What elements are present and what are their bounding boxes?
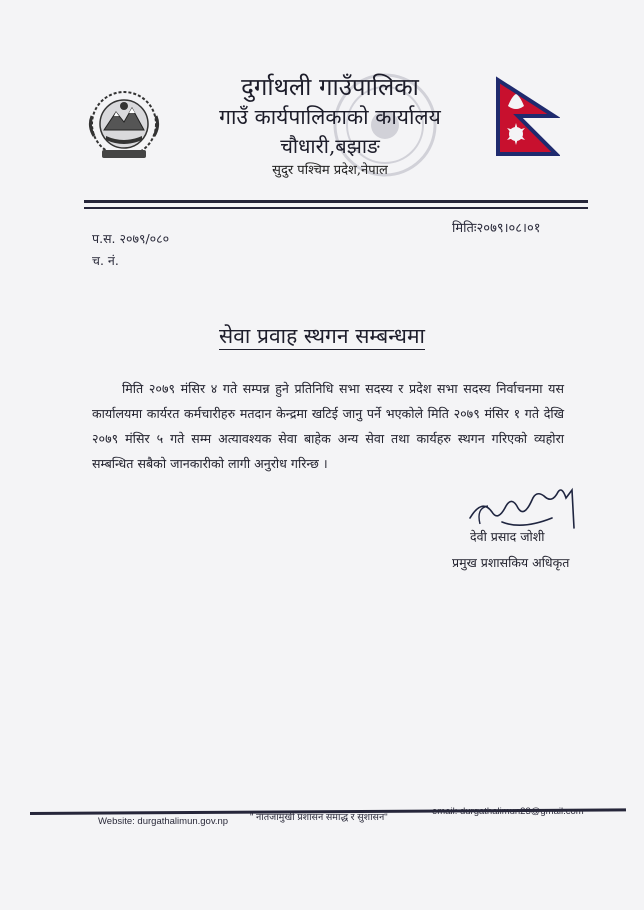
municipality-name: दुर्गाथली गाउँपालिका [241, 73, 419, 101]
dispatch-number: च. नं. [92, 253, 119, 268]
footer-website: Website: durgathalimun.gov.np [98, 816, 229, 827]
letter-date: मितिः२०७९।०८।०१ [452, 221, 541, 236]
header-divider-thin [84, 207, 588, 209]
header-divider-thick [84, 200, 588, 203]
subject-text: सेवा प्रवाह स्थगन सम्बन्धमा [219, 324, 425, 348]
reference-block [92, 228, 169, 272]
footer-slogan: " नातजामुखी प्रशासन समाद्ध र सुशासन" [250, 812, 388, 823]
signatory-title: प्रमुख प्रशासकिय अधिकृत [452, 555, 570, 570]
letterhead [200, 72, 460, 182]
office-name: गाउँ कार्यपालिकाको कार्यालय [219, 105, 441, 129]
subject-heading [0, 322, 644, 350]
signatory-name: देवी प्रसाद जोशी [470, 529, 545, 544]
office-location: चौधारी,बझाङ [280, 134, 380, 158]
nepal-flag-icon [494, 76, 560, 158]
nepal-government-emblem-icon [84, 86, 164, 164]
province-country: सुदुर पश्चिम प्रदेश,नेपाल [272, 163, 388, 178]
letter-body: मिति २०७९ मंसिर ४ गते सम्पन्न हुने प्रतिनिधि सभा सदस्य र प्रदेश सभा सदस्य निर्वाचनमा यस कार्यालयमा कार्यरत कर्मचारीहरु मतदान केन्द्रमा खटिई जानु पर्ने भएकोले मिति २०७९ मंसिर १ गते देखि २०७९ मंसिर ५ गते सम्म अत्यावश्यक सेवा बाहेक अन्य सेवा तथा कार्यहरु स्थगन गरिएको व्यहोरा सम्बन्धित सबैको जानकारीको लागी अनुरोध गरिन्छ । [92, 381, 564, 471]
footer-email: email: durgathalimun23@gmail.com [432, 806, 584, 817]
letter-number: प.स. २०७९/०८० [92, 231, 170, 246]
